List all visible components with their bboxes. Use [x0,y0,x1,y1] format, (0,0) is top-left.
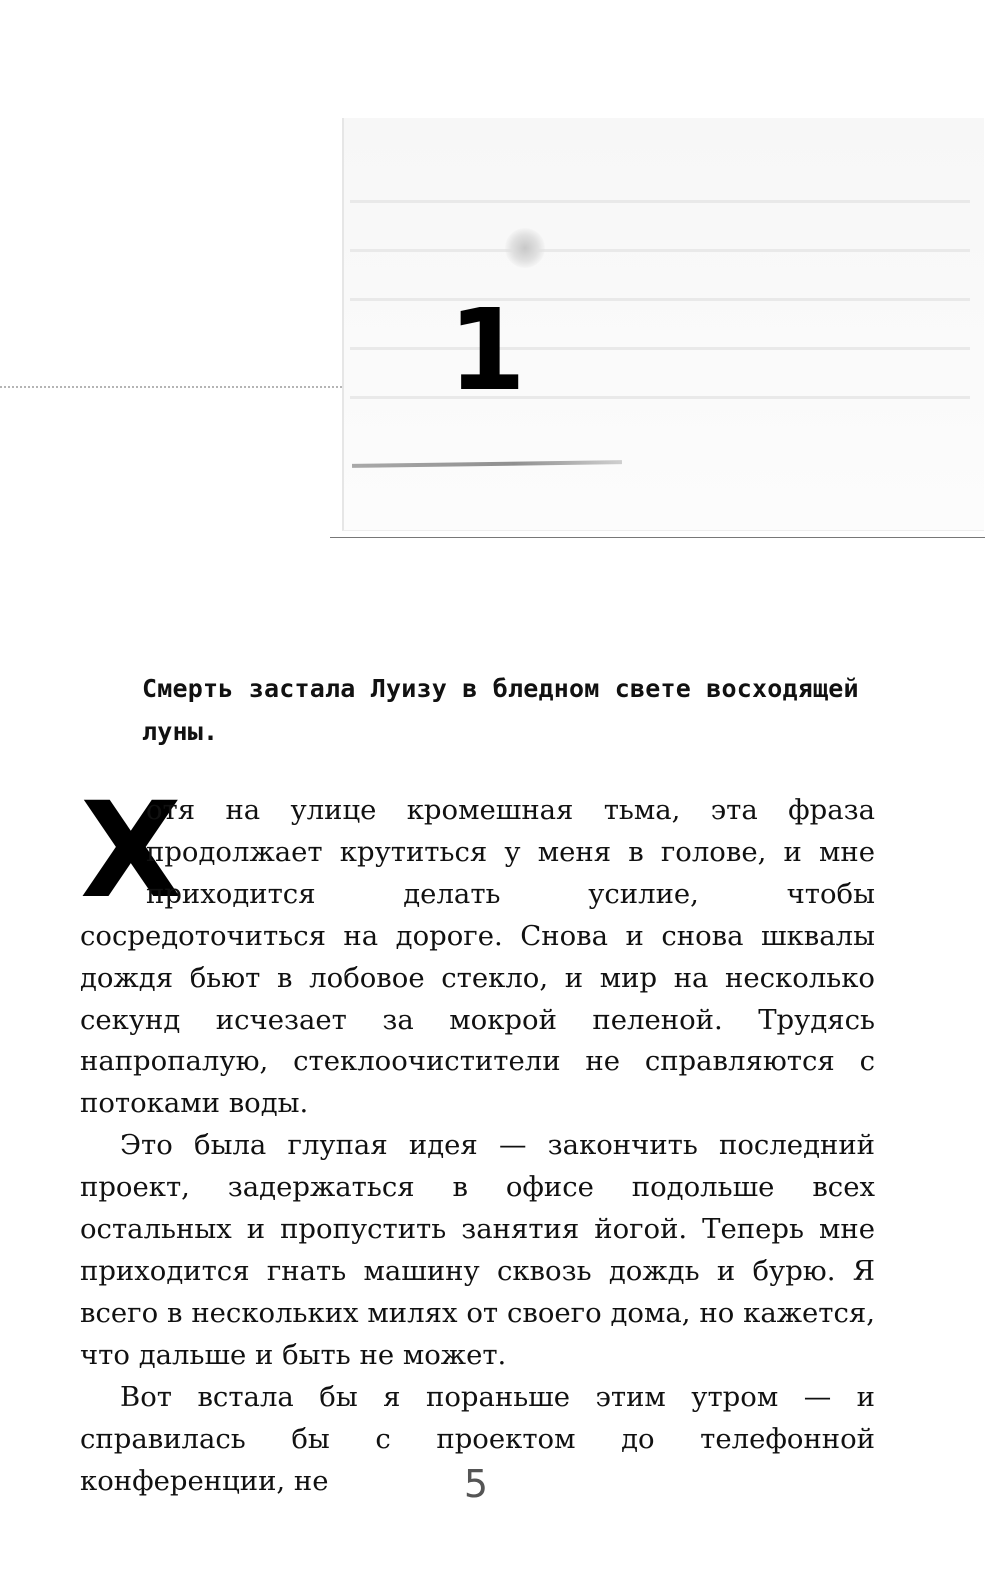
paragraph-2: Это была глупая идея — закончить последний проект, задержаться в офисе подольше всех остальных и пропустить занятия йогой. Теперь мне приходится гнать машину сквозь дождь и бурю. Я всего в нескольких милях от своего дома, но кажется, что дальше и быть не может. [80,1129,875,1371]
chapter-header-rule [330,537,985,538]
chapter-epigraph: Смерть застала Луизу в бледном свете восходящей луны. [142,674,859,746]
faded-background-lines [350,200,970,460]
chapter-body [80,774,875,1506]
paragraph-1 [80,774,875,1125]
paragraph-3: Вот встала бы я пораньше этим утром — и справилась бы с проектом до телефонной конференции, не [80,1380,875,1497]
drop-cap-letter: Х [80,774,182,928]
page-number: 5 [463,1462,489,1506]
chapter-number: 1 [448,286,526,416]
ink-blot-decoration [505,228,545,268]
dotted-divider [0,386,342,388]
paragraph-1-text: отя на улице кромешная тьма, эта фраза продолжает крутиться у меня в голове, и мне приходится делать усилие, чтобы сосредоточиться на дороге. Снова и снова шквалы дождя бьют в лобовое стекло, и мир на несколько секунд исчезает за мокрой пеленой. Трудясь напропалую, стеклоочистители не справляются с потоками воды. [80,794,875,1120]
